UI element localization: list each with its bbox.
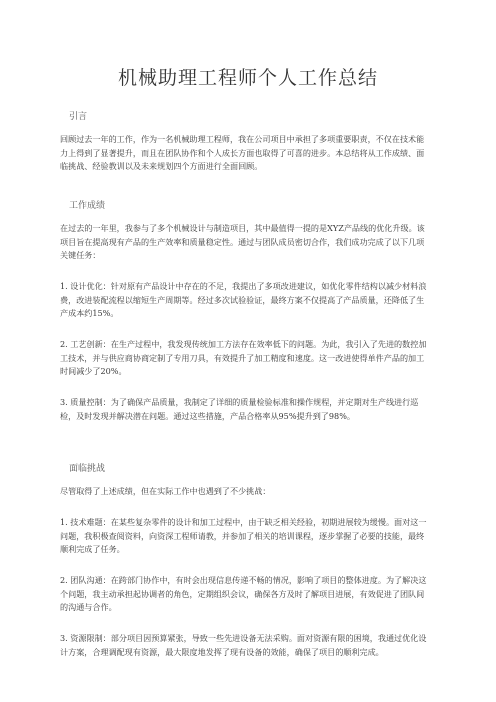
section-heading-achievements: 工作成绩 bbox=[69, 201, 106, 211]
section-heading-intro: 引言 bbox=[69, 112, 88, 122]
section-heading-challenges: 面临挑战 bbox=[69, 464, 106, 474]
achievement-item-3: 3. 质量控制：为了确保产品质量，我制定了详细的质量检验标准和操作规程，并定期对生产线进行巡检，及时发现并解决潜在问题。通过这些措施，产品合格率从95%提升到了98%。 bbox=[60, 397, 419, 421]
achievement-item-1: 1. 设计优化：针对原有产品设计中存在的不足，我提出了多项改进建议，如优化零件结构以减少材料浪费，改进装配流程以缩短生产周期等。经过多次试验验证，最终方案不仅提高了产品质量，还降低了生产成本约15%。 bbox=[60, 281, 427, 318]
intro-paragraph: 回顾过去一年的工作，作为一名机械助理工程师，我在公司项目中承担了多项重要职责，不仅在技术能力上得到了显著提升，而且在团队协作和个人成长方面也取得了可喜的进步。本总结将从工作成绩、面临挑战、经验教训以及未来规划四个方面进行全面回顾。 bbox=[60, 134, 425, 171]
achievement-item-2: 2. 工艺创新：在生产过程中，我发现传统加工方法存在效率低下的问题。为此，我引入了先进的数控加工技术，并与供应商协商定制了专用刀具，有效提升了加工精度和速度。这一改进使得单件产品的加工时间减少了20%。 bbox=[60, 339, 427, 376]
document-title: 机械助理工程师个人工作总结 bbox=[117, 67, 378, 89]
challenge-item-3: 3. 资源限制：部分项目因预算紧张，导致一些先进设备无法采购。面对资源有限的困境，我通过优化设计方案，合理调配现有资源，最大限度地发挥了现有设备的效能，确保了项目的顺利完成。 bbox=[60, 633, 427, 657]
challenge-item-1: 1. 技术难题：在某些复杂零件的设计和加工过程中，由于缺乏相关经验，初期进展较为缓慢。面对这一问题，我积极查阅资料，向资深工程师请教，并参加了相关的培训课程，逐步掌握了必要的技能，最终顺利完成了任务。 bbox=[60, 517, 427, 554]
challenge-item-2: 2. 团队沟通：在跨部门协作中，有时会出现信息传递不畅的情况，影响了项目的整体进度。为了解决这个问题，我主动承担起协调者的角色，定期组织会议，确保各方及时了解项目进展，有效促进了团队间的沟通与合作。 bbox=[60, 575, 427, 612]
achievements-paragraph: 在过去的一年里，我参与了多个机械设计与制造项目，其中最值得一提的是XYZ产品线的优化升级。该项目旨在提高现有产品的生产效率和质量稳定性。通过与团队成员密切合作，我们成功完成了以下几项关键任务： bbox=[60, 223, 425, 260]
challenges-paragraph: 尽管取得了上述成绩，但在实际工作中也遇到了不少挑战： bbox=[60, 486, 271, 496]
